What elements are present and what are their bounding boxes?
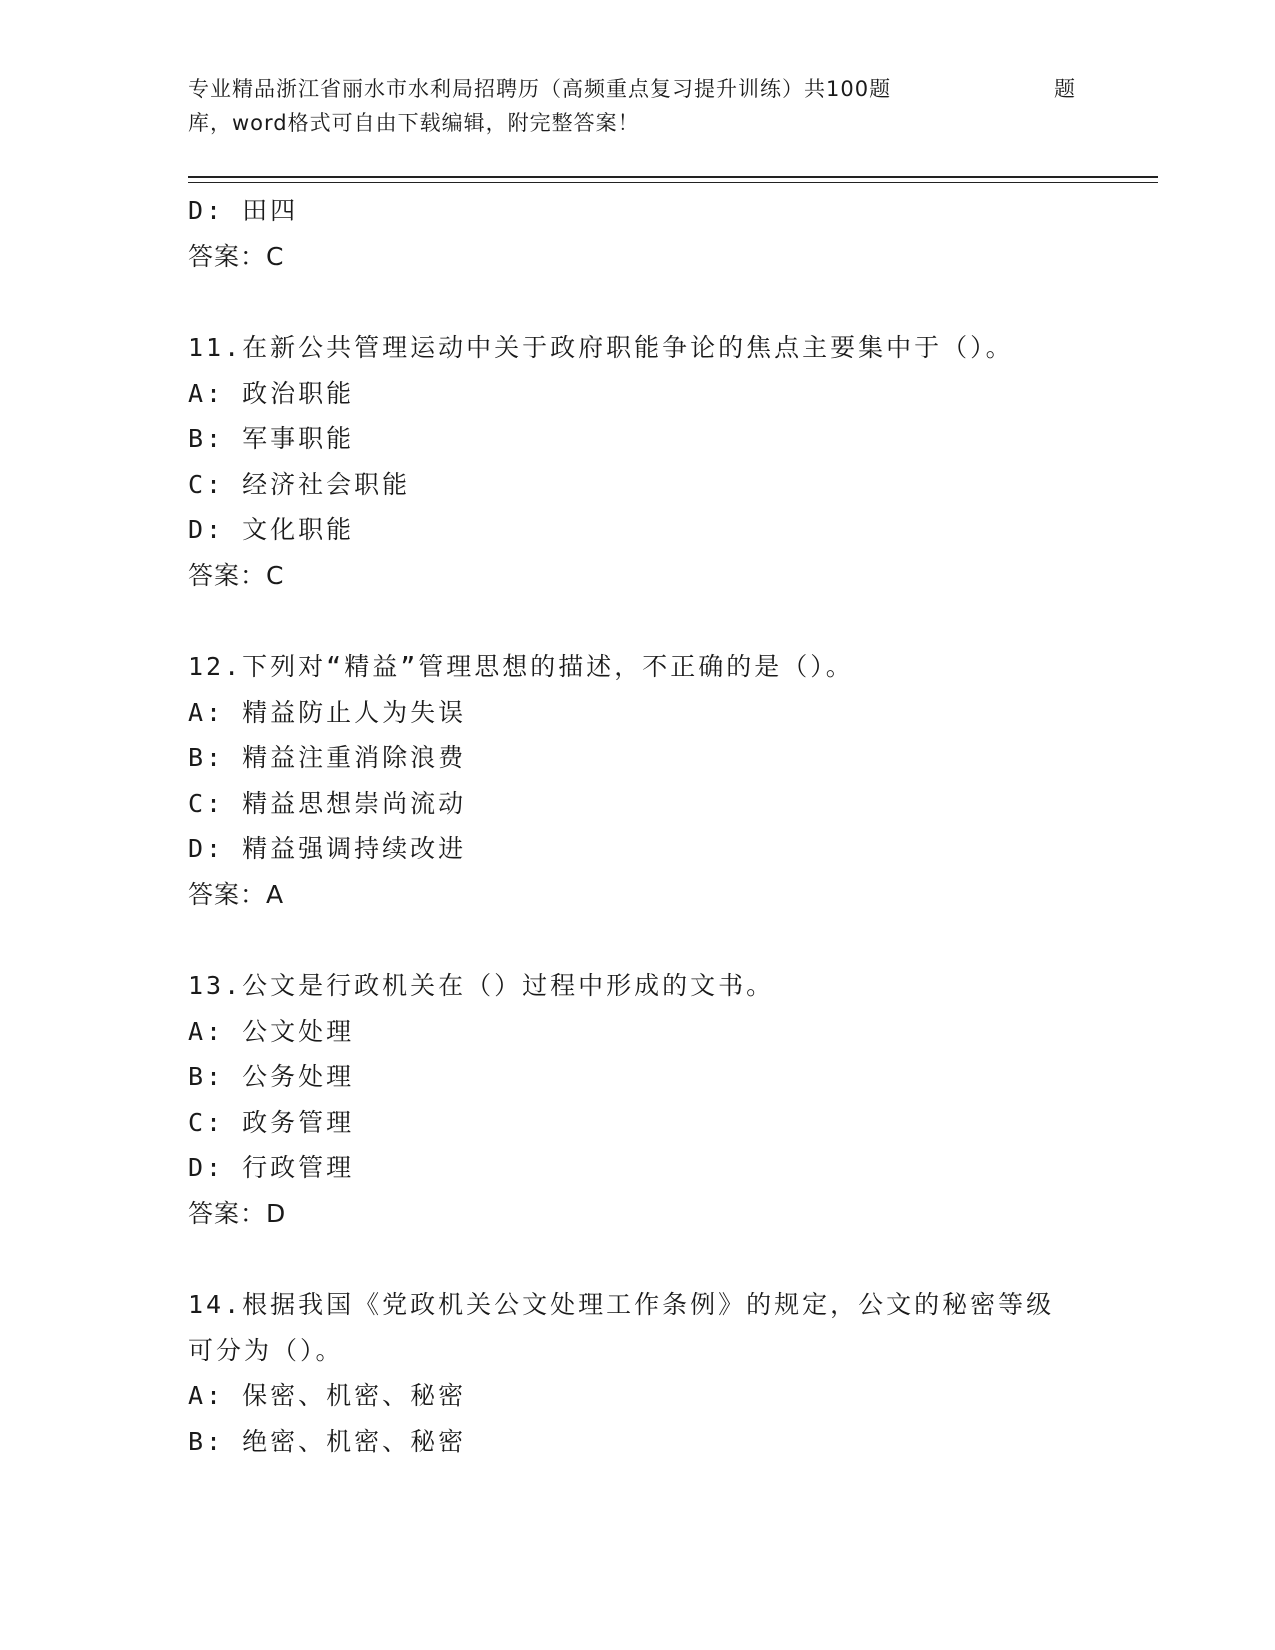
page-header (188, 72, 1088, 140)
header-title-text: 专业精品浙江省丽水市水利局招聘历（高频重点复习提升训练）共100题 (188, 77, 892, 101)
question-14-line1: 14.根据我国《党政机关公文处理工作条例》的规定，公文的秘密等级 (188, 1290, 1055, 1319)
header-divider-thin (188, 182, 1158, 183)
question-14-option-a: A: 保密、机密、秘密 (188, 1381, 467, 1410)
prev-option-d: D: 田四 (188, 196, 299, 225)
question-13-option-c: C: 政务管理 (188, 1107, 355, 1137)
header-title-tail: 题 (1054, 77, 1076, 101)
question-11: 11.在新公共管理运动中关于政府职能争论的焦点主要集中于（）。 (188, 333, 1014, 362)
question-14-option-b: B: 绝密、机密、秘密 (188, 1426, 467, 1456)
question-12-option-c: C: 精益思想崇尚流动 (188, 788, 467, 818)
question-14-line2: 可分为（）。 (188, 1335, 344, 1365)
question-13-option-a: A: 公文处理 (188, 1016, 355, 1046)
question-11-option-b: B: 军事职能 (188, 424, 355, 453)
document-body (188, 188, 1098, 1464)
question-11-option-c: C: 经济社会职能 (188, 469, 411, 499)
header-divider-thick (188, 176, 1158, 178)
question-12-option-b: B: 精益注重消除浪费 (188, 743, 467, 772)
question-11-option-a: A: 政治职能 (188, 378, 355, 408)
header-title-line1 (188, 72, 1088, 106)
question-11-answer: 答案：C (188, 560, 285, 590)
spacer (188, 598, 1098, 644)
question-12: 12.下列对“精益”管理思想的描述，不正确的是（）。 (188, 652, 854, 681)
question-13-option-d: D: 行政管理 (188, 1153, 355, 1182)
question-13-option-b: B: 公务处理 (188, 1062, 355, 1091)
question-11-option-d: D: 文化职能 (188, 515, 355, 544)
question-13: 13.公文是行政机关在（）过程中形成的文书。 (188, 971, 775, 1000)
prev-answer: 答案：C (188, 241, 285, 271)
spacer (188, 279, 1098, 325)
question-12-option-d: D: 精益强调持续改进 (188, 834, 467, 863)
question-13-answer: 答案：D (188, 1198, 287, 1228)
header-title-line2: 库，word格式可自由下载编辑，附完整答案！ (188, 111, 640, 135)
question-12-option-a: A: 精益防止人为失误 (188, 697, 467, 727)
question-12-answer: 答案：A (188, 879, 285, 909)
spacer (188, 917, 1098, 963)
spacer (188, 1236, 1098, 1282)
